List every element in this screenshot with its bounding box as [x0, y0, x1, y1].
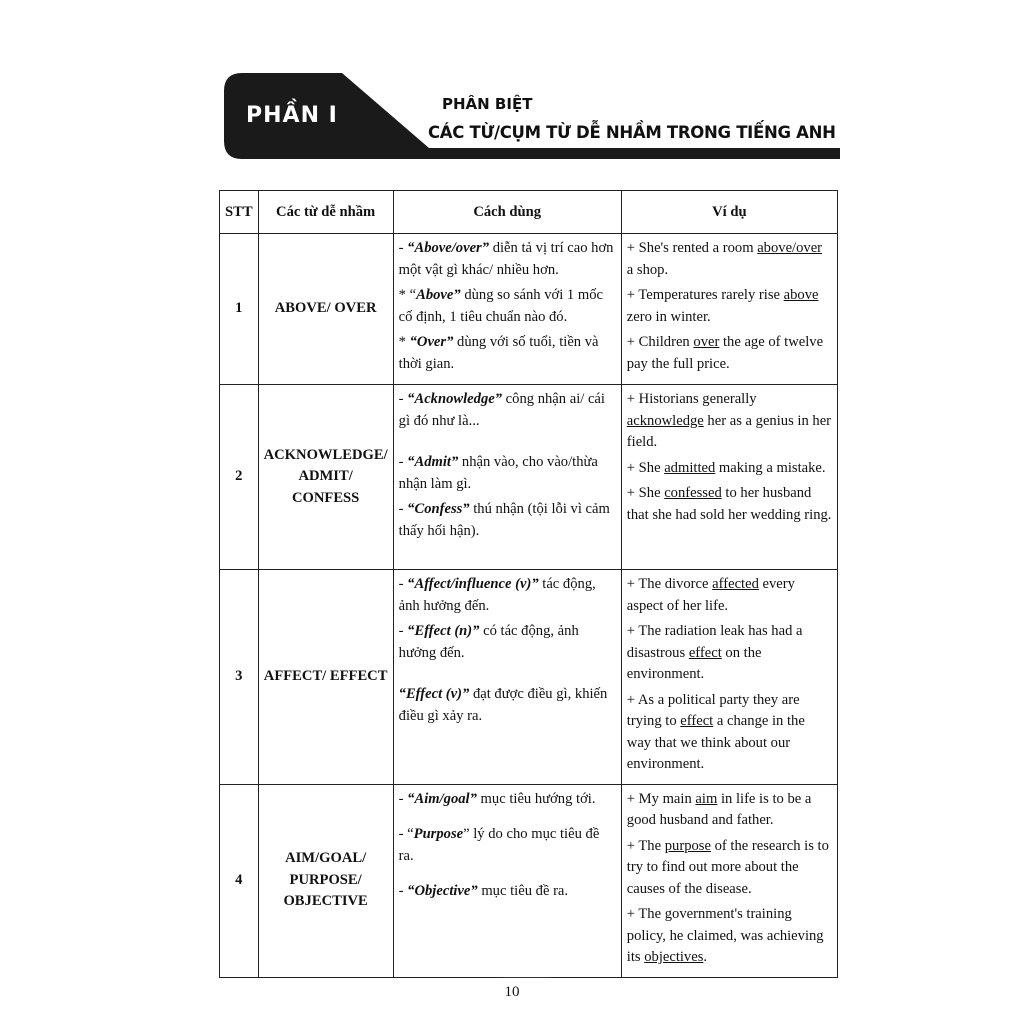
example-sentence: [627, 690, 832, 776]
text-segment: a shop.: [626, 261, 669, 278]
usage-note: [399, 789, 616, 811]
text-segment: in life is to be a good husband and father.: [626, 790, 812, 828]
table-row: [220, 385, 838, 570]
usage-note: [399, 574, 616, 617]
row-number: 2: [220, 385, 259, 570]
text-segment: -: [398, 790, 408, 807]
text-segment: zero in winter.: [626, 308, 711, 325]
text-segment: her as a genius in her field.: [626, 412, 832, 450]
text-segment: to her husband that she had sold her wedding ring.: [626, 485, 832, 523]
term: “Effect (n)”: [407, 623, 480, 639]
term: “Over”: [409, 334, 454, 350]
usage-note: [399, 684, 616, 727]
usage-cell: [393, 570, 621, 785]
highlighted-word: above/over: [757, 240, 823, 256]
table-header-row: [220, 191, 838, 234]
term: “Effect (v)”: [398, 686, 470, 702]
text-segment: of the research is to try to find out more about the causes of the disease.: [626, 837, 829, 897]
example-sentence: [627, 389, 832, 454]
text-segment: -: [398, 240, 408, 256]
text-segment: + The government's training policy, he claimed, was achieving its: [626, 906, 824, 965]
text-segment: -: [398, 391, 408, 407]
highlighted-word: effect: [680, 713, 714, 729]
example-sentence: [627, 483, 832, 526]
term: Above”: [416, 287, 461, 303]
text-segment: tác động, ảnh hưởng đến.: [398, 576, 596, 614]
usage-note: [399, 285, 616, 328]
text-segment: thú nhận (tội lỗi vì cảm thấy hối hận).: [398, 501, 610, 539]
text-segment: + She's rented a room: [626, 240, 758, 256]
usage-cell: [393, 385, 621, 570]
highlighted-word: affected: [712, 576, 759, 592]
usage-note: [399, 824, 616, 867]
example-sentence: [627, 458, 832, 480]
header-words: Các từ dễ nhầm: [258, 191, 393, 234]
row-number: 1: [220, 234, 259, 385]
text-segment: + My main: [626, 790, 696, 807]
highlighted-word: above: [783, 287, 819, 303]
text-segment: *: [398, 334, 410, 350]
text-segment: ” lý do cho mục tiêu đề ra.: [398, 826, 600, 864]
usage-note: [399, 621, 616, 664]
text-segment: every aspect of her life.: [626, 576, 795, 614]
text-segment: + Historians generally: [626, 391, 757, 407]
text-segment: a change in the way that we think about our environment.: [626, 713, 805, 772]
text-segment: + The radiation leak has had a disastrous: [626, 623, 803, 661]
text-segment: đạt được điều gì, khiến điều gì xảy ra.: [398, 686, 608, 724]
text-segment: công nhận ai/ cái gì đó như là...: [398, 391, 605, 429]
text-segment: diễn tả vị trí cao hơn một vật gì khác/ nhiều hơn.: [398, 240, 614, 278]
term: “Admit”: [407, 454, 459, 470]
example-sentence: [627, 238, 832, 281]
highlighted-word: effect: [688, 644, 722, 661]
text-segment: + As a political party they are trying to: [626, 691, 800, 729]
text-segment: the age of twelve pay the full price.: [626, 334, 824, 372]
confusable-words: AFFECT/ EFFECT: [258, 570, 393, 785]
usage-note: [399, 389, 616, 432]
header-stt: STT: [220, 191, 259, 234]
text-segment: + Children: [626, 334, 694, 350]
text-segment: .: [703, 949, 708, 965]
example-cell: [621, 385, 837, 570]
usage-note: [399, 332, 616, 375]
text-segment: mục tiêu đề ra.: [477, 883, 569, 899]
header-usage: Cách dùng: [393, 191, 621, 234]
text-segment: dùng với số tuổi, tiền và thời gian.: [398, 334, 599, 372]
term: “Affect/influence (v)”: [407, 576, 539, 592]
part-label: PHẦN I: [246, 103, 338, 128]
term: “Above/over”: [407, 240, 490, 256]
table-row: [220, 234, 838, 385]
example-cell: [621, 570, 837, 785]
term: “Aim/goal”: [407, 790, 477, 807]
text-segment: có tác động, ảnh hưởng đến.: [398, 623, 579, 661]
text-segment: dùng so sánh với 1 mốc cố định, 1 tiêu chuẩn nào đó.: [398, 287, 603, 325]
highlighted-word: aim: [695, 790, 718, 807]
text-segment: + The: [626, 837, 665, 854]
text-segment: on the environment.: [626, 644, 762, 682]
example-sentence: [627, 904, 832, 969]
text-segment: -: [398, 454, 408, 470]
text-segment: -: [398, 883, 408, 899]
text-segment: + She: [626, 485, 665, 501]
highlighted-word: admitted: [664, 459, 716, 476]
confusable-words: ABOVE/ OVER: [258, 234, 393, 385]
text-segment: + She: [626, 459, 665, 476]
page-number: 10: [504, 984, 520, 1000]
usage-cell: [393, 234, 621, 385]
text-segment: + Temperatures rarely rise: [626, 287, 784, 303]
text-segment: - “: [398, 826, 414, 842]
term: Purpose: [413, 826, 464, 842]
text-segment: -: [398, 623, 408, 639]
highlighted-word: objectives: [644, 949, 704, 965]
text-segment: making a mistake.: [715, 459, 826, 476]
text-segment: + The divorce: [626, 576, 713, 592]
term: “Confess”: [407, 501, 470, 517]
example-sentence: [627, 836, 832, 901]
table-row: [220, 570, 838, 785]
usage-note: [399, 238, 616, 281]
highlighted-word: confessed: [664, 485, 722, 501]
section-title-line2: CÁC TỪ/CỤM TỪ DỄ NHẦM TRONG TIẾNG ANH: [428, 123, 836, 142]
row-number: 3: [220, 570, 259, 785]
usage-note: [399, 499, 616, 542]
usage-cell: [393, 784, 621, 977]
vocabulary-table: [219, 190, 838, 978]
highlighted-word: acknowledge: [626, 412, 704, 429]
example-sentence: [627, 621, 832, 686]
usage-note: [399, 881, 616, 903]
usage-note: [399, 452, 616, 495]
example-sentence: [627, 789, 832, 832]
example-sentence: [627, 285, 832, 328]
table-row: [220, 784, 838, 977]
example-sentence: [627, 332, 832, 375]
confusable-words: AIM/GOAL/ PURPOSE/ OBJECTIVE: [258, 784, 393, 977]
text-segment: * “: [398, 287, 417, 303]
example-cell: [621, 784, 837, 977]
row-number: 4: [220, 784, 259, 977]
highlighted-word: over: [693, 334, 720, 350]
text-segment: mục tiêu hướng tới.: [476, 790, 596, 807]
page-number-rule: [503, 977, 549, 978]
example-cell: [621, 234, 837, 385]
text-segment: -: [398, 501, 408, 517]
text-segment: -: [398, 576, 408, 592]
confusable-words: ACKNOWLEDGE/ ADMIT/ CONFESS: [258, 385, 393, 570]
section-title-line1: PHÂN BIỆT: [442, 95, 533, 113]
section-banner: [224, 73, 840, 161]
header-example: Ví dụ: [621, 191, 837, 234]
term: “Objective”: [407, 883, 478, 899]
example-sentence: [627, 574, 832, 617]
term: “Acknowledge”: [407, 391, 503, 407]
text-segment: nhận vào, cho vào/thừa nhận làm gì.: [398, 454, 598, 492]
highlighted-word: purpose: [664, 837, 711, 854]
